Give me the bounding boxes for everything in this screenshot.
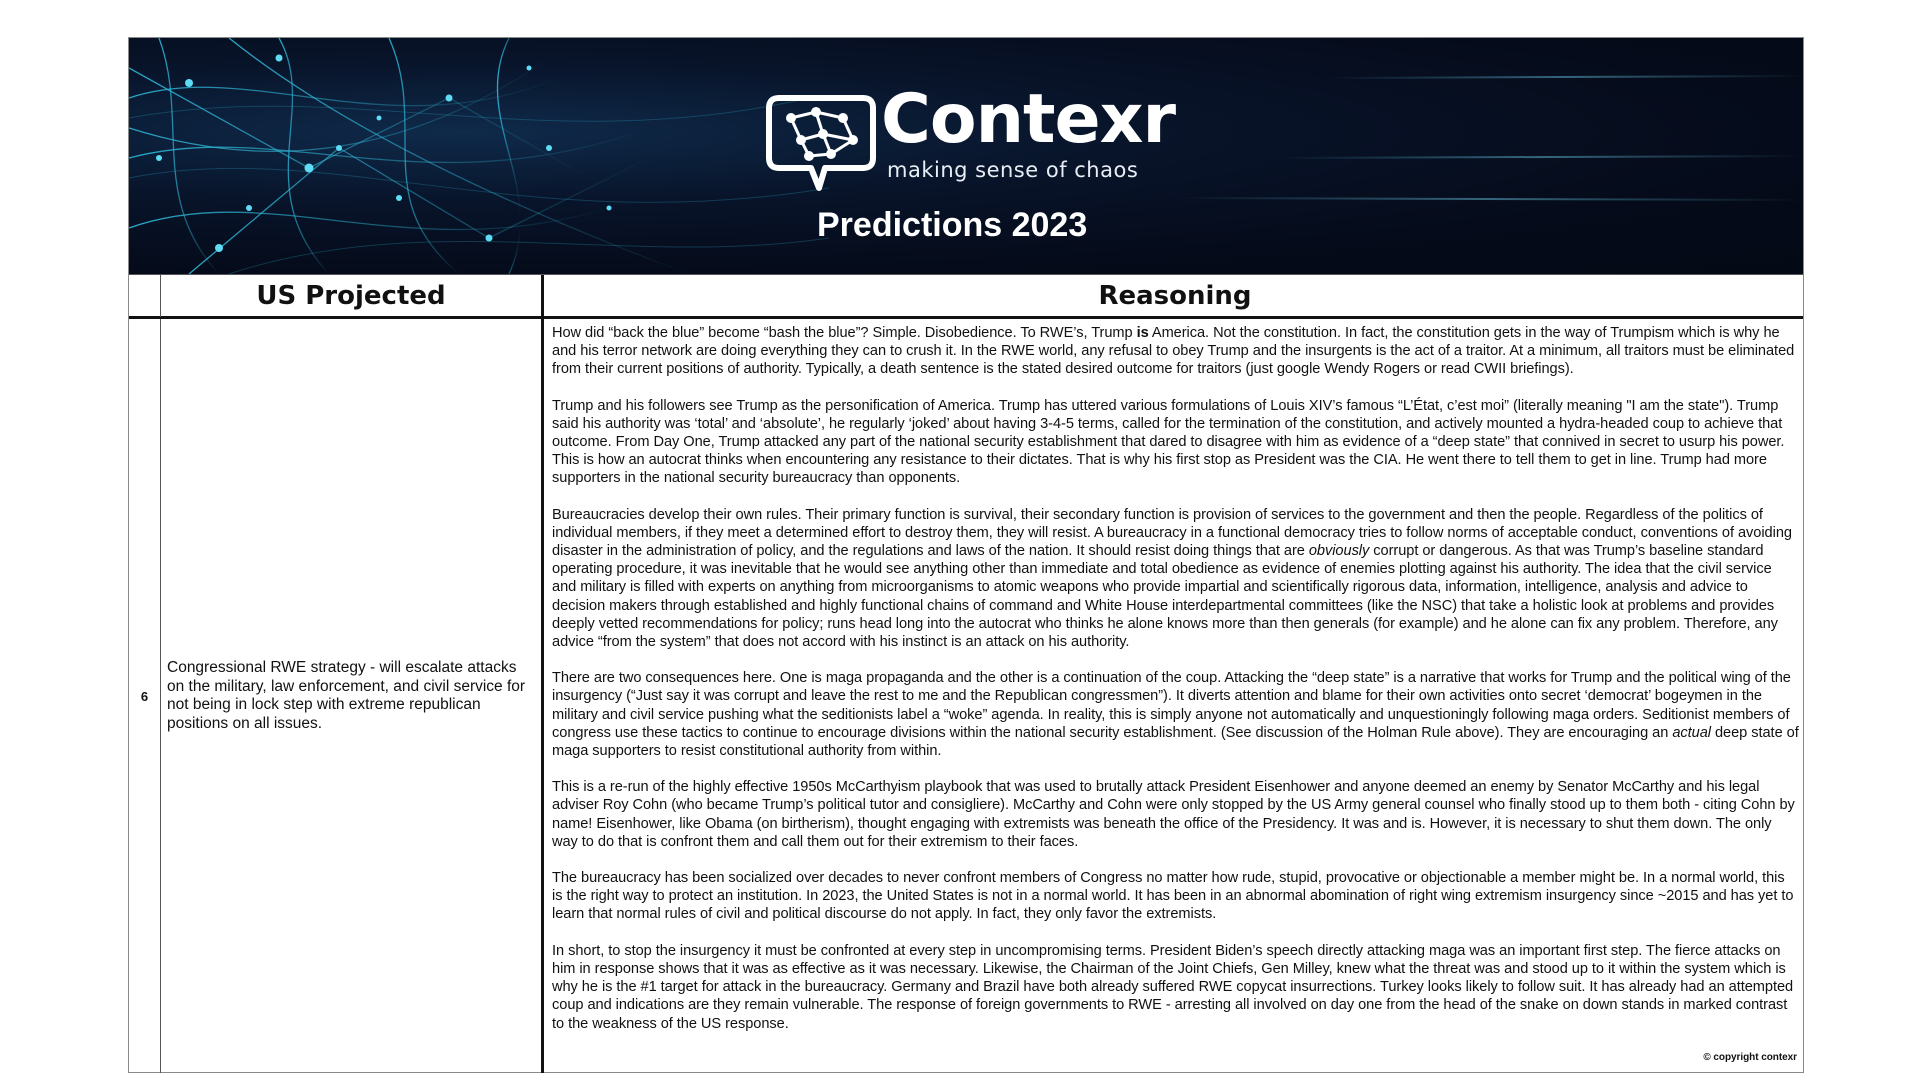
brand-name: Contexr	[881, 80, 1176, 159]
header-banner	[129, 38, 1803, 274]
brain-network-speech-bubble-logo-icon	[761, 88, 881, 194]
reasoning-paragraph: In short, to stop the insurgency it must be confronted at every step in uncompromising terms. President Biden’s speech directly attacking maga was an important first step. The fierce attacks on him in response shows that it was as effective as it was necessary. Likewise, the Chairman of the Joint Chiefs, Gen Milley, knew what the threat was and stood up to it within the system which is why he is the #1 target for attack in the bureaucracy. Germany and Brazil have both already suffered RWE copycat insurrections. Turkey looks likely to follow suit. It has already had an attempted coup and indications are they remain vulnerable. The response of foreign governments to RWE - arresting all involved on day one from the head of the snake on down stands in marked contrast to the weakness of the US response.	[552, 942, 1794, 1032]
reasoning-cell	[547, 319, 1803, 1073]
reasoning-paragraph: There are two consequences here. One is maga propaganda and the other is a continuation of the coup. Attacking the “deep state” is a narrative that works for Trump and the political wing of the insurgency (“Just say it was corrupt and leave the rest to me and the Republican congressmen”). It diverts attention and blame for their own activities onto secret ‘democrat’ bogeymen in the military and civil service pushing what the seditionists label a “woke” agenda. In reality, this is simply anyone not automatically and unquestioningly following maga orders. Seditionist members of congress use these tactics to continue to encourage divisions within the national security establishment. (See discussion of the Holman Rule above). They are encouraging an actual deep state of maga supporters to resist constitutional authority from within.	[552, 670, 1799, 760]
reasoning-paragraph: This is a re-run of the highly effective 1950s McCarthyism playbook that was used to brutally attack President Eisenhower and anyone deemed an enemy by Senator McCarthy and his legal adviser Roy Cohn (who became Trump’s political tutor and consigliere). McCarthy and Cohn were only stopped by the US Army general counsel who finally stood up to them both - citing Cohn by name! Eisenhower, like Obama (on birtherism), thought engaging with extremists was beneath the office of the Presidency. It was and is. However, it is necessary to shut them down. The only way to do that is confront them and call them out for their extremism to their faces.	[552, 779, 1795, 850]
projected-cell	[161, 319, 544, 1073]
header-number-cell	[129, 275, 161, 317]
table-row	[129, 319, 1803, 1073]
reasoning-paragraph: Trump and his followers see Trump as the personification of America. Trump has uttered various formulations of Louis XIV’s famous “L’État, c’est moi” (literally meaning "I am the state"). Trump said his authority was ‘total’ and ‘absolute’, he regularly ‘joked’ about having 3-4-5 terms, called for the termination of the constitution, and actively mounted a hydra-headed coup to achieve that outcome. From Day One, Trump attacked any part of the national security establishment that dared to disagree with him as evidence of a “deep state” that connived in secret to usurp his power. This is how an autocrat thinks when encountering any resistance to their dictates. That is why his first stop as President was the CIA. He went there to tell them to get in line. Trump had more supporters in the national security bureaucracy than opponents.	[552, 397, 1785, 487]
header-us-projected: US Projected	[161, 275, 544, 317]
brand-tagline: making sense of chaos	[887, 158, 1139, 182]
reasoning-paragraph: Bureaucracies develop their own rules. Their primary function is survival, their secondary function is provision of services to the government and then the people. Regardless of the politics of individual members, if they meet a determined effort to destroy them, they will resist. A bureaucracy in a functional democracy tries to follow norms of acceptable conduct, conventions of avoiding disaster in the administration of policy, and the regulations and laws of the nation. It should resist doing things that are obviously corrupt or dangerous. As that was Trump’s baseline standard operating procedure, it was inevitable that he would see anything other than immediate and total obedience as evidence of enemies plotting against his authority. The idea that the civil service and military is filled with experts on anything from microorganisms to atomic weapons who provide impartial and scientifically rigorous data, information, intelligence, analysis and advice to decision makers through established and highly functional chains of command and White House interdepartmental committees (like the NSC) that take a holistic look at problems and provides deeply vetted recommendations for policy; runs head long into the autocrat who thinks he alone knows more than then generals (for example) and he alone can fix any problem. Therefore, any advice “from the system” that does not accord with his instinct is an attack on his authority.	[552, 506, 1792, 651]
banner-title: Predictions 2023	[817, 206, 1088, 244]
prediction-page	[128, 37, 1804, 1073]
header-reasoning: Reasoning	[1098, 281, 1252, 311]
table-header-row	[129, 274, 1803, 319]
projected-text: Congressional RWE strategy - will escalate attacks on the military, law enforcement, and civil service for not being in lock step with extreme republican positions on all issues.	[167, 659, 526, 732]
row-number: 6	[129, 319, 161, 1073]
copyright-notice: © copyright contexr	[1703, 1051, 1797, 1063]
reasoning-paragraph: How did “back the blue” become “bash the blue”? Simple. Disobedience. To RWE’s, Trump is America. Not the constitution. In fact, the constitution gets in the way of Trumpism which is why he and his terror network are doing everything they can to crush it. In the RWE world, any refusal to obey Trump and the insurgents is the act of a traitor. At a minimum, all traitors must be eliminated from their current positions of authority. Typically, a death sentence is the stated desired outcome for traitors (just google Wendy Rogers or read CWII briefings).	[552, 325, 1795, 378]
reasoning-paragraph: The bureaucracy has been socialized over decades to never confront members of Congress no matter how rude, stupid, provocative or objectionable a member might be. In a normal world, this is the right way to protect an institution. In 2023, the United States is not in a normal world. It has been in an abnormal abomination of right wing extremism insurgency since ~2015 and has yet to learn that normal rules of civil and political discourse do not apply. In fact, they only favor the extremists.	[552, 870, 1794, 923]
